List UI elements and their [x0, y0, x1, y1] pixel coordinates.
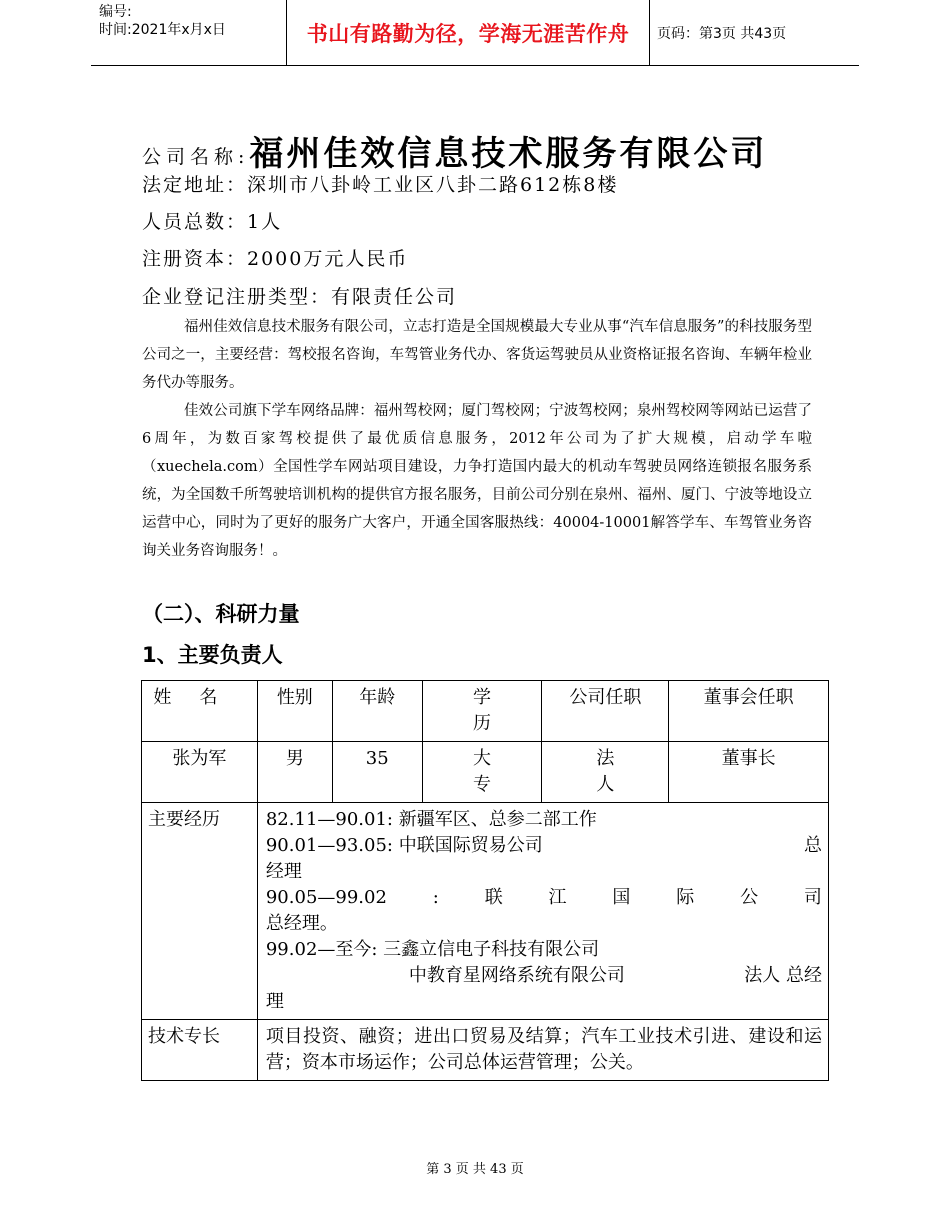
- experience-line-2: 90.01—93.05: 中联国际贸易公司 总: [265, 835, 822, 856]
- experience-content: [257, 803, 828, 1020]
- header-board-role: 董事会任职: [669, 681, 829, 742]
- company-staff: 人员总数：1人: [142, 211, 283, 233]
- company-name-line: [142, 126, 767, 175]
- experience-line-1: 82.11—90.01: 新疆军区、总参二部工作: [265, 809, 597, 830]
- experience-line-5: 中教育星网络系统有限公司 法人 总经: [408, 965, 822, 986]
- subsection-title: 1、主要负责人: [142, 643, 283, 667]
- section-title: （二）、科研力量: [142, 602, 300, 626]
- table-header-row: [142, 681, 829, 742]
- header-education: 学历: [422, 681, 542, 742]
- skills-row: [142, 1020, 829, 1081]
- cell-company-role: 法人: [542, 742, 669, 803]
- cell-education: 大专: [422, 742, 542, 803]
- header-page-info: 页码：第3页 共43页: [657, 26, 787, 42]
- company-name-label: 公司名称:: [142, 146, 250, 168]
- company-address: 法定地址：深圳市八卦岭工业区八卦二路612栋8楼: [142, 174, 619, 196]
- header-company-role: 公司任职: [542, 681, 669, 742]
- experience-line-5-cont: 理: [265, 991, 284, 1012]
- header-motto: 书山有路勤为径，学海无涯苦作舟: [286, 0, 650, 66]
- header-meta: [99, 3, 285, 39]
- header-rule: [91, 65, 859, 66]
- cell-age: 35: [332, 742, 422, 803]
- company-name: 福州佳效信息技术服务有限公司: [249, 134, 768, 174]
- leader-table: [141, 680, 829, 1081]
- header-name: 姓名: [142, 681, 258, 742]
- skills-label: 技术专长: [142, 1020, 258, 1081]
- experience-line-3: 90.05—99.02 : 联 江 国 际 公 司: [265, 887, 822, 908]
- company-capital: 注册资本：2000万元人民币: [142, 248, 409, 270]
- header-age: 年龄: [332, 681, 422, 742]
- experience-label: 主要经历: [142, 803, 258, 1020]
- intro-paragraph-1: 福州佳效信息技术服务有限公司，立志打造是全国规模最大专业从事“汽车信息服务”的科技服务型公司之一，主要经营：驾校报名咨询，车驾管业务代办、客货运驾驶员从业资格证报名咨询、车辆年检业务代办等服务。: [142, 319, 812, 391]
- cell-name: 张为军: [142, 742, 258, 803]
- experience-line-3-cont: 总经理。: [265, 913, 338, 934]
- table-row: [142, 742, 829, 803]
- experience-line-4: 99.02—至今: 三鑫立信电子科技有限公司: [265, 939, 600, 960]
- company-type: 企业登记注册类型：有限责任公司: [142, 286, 458, 308]
- experience-line-2-cont: 经理: [265, 861, 302, 882]
- intro-paragraph-2: 佳效公司旗下学车网络品牌：福州驾校网；厦门驾校网；宁波驾校网；泉州驾校网等网站已运营了6周年，为数百家驾校提供了最优质信息服务，2012年公司为了扩大规模，启动学车啦（xuechela.com）全国性学车网站项目建设，力争打造国内最大的机动车驾驶员网络连锁报名服务系统，为全国数千所驾驶培训机构的提供官方报名服务，目前公司分别在泉州、福州、厦门、宁波等地设立运营中心，同时为了更好的服务广大客户，开通全国客服热线：40004-10001解答学车、车驾管业务咨询关业务咨询服务！。: [142, 403, 812, 559]
- page-footer: 第 3 页 共 43 页: [426, 1162, 524, 1177]
- experience-row: [142, 803, 829, 1020]
- cell-board-role: 董事长: [669, 742, 829, 803]
- cell-gender: 男: [257, 742, 332, 803]
- header-number: 编号:: [99, 4, 132, 20]
- header-gender: 性别: [257, 681, 332, 742]
- skills-content: 项目投资、融资；进出口贸易及结算；汽车工业技术引进、建设和运营；资本市场运作；公司总体运营管理；公关。: [257, 1020, 828, 1081]
- page-header: [91, 0, 859, 66]
- header-time: 时间:2021年x月x日: [99, 22, 226, 38]
